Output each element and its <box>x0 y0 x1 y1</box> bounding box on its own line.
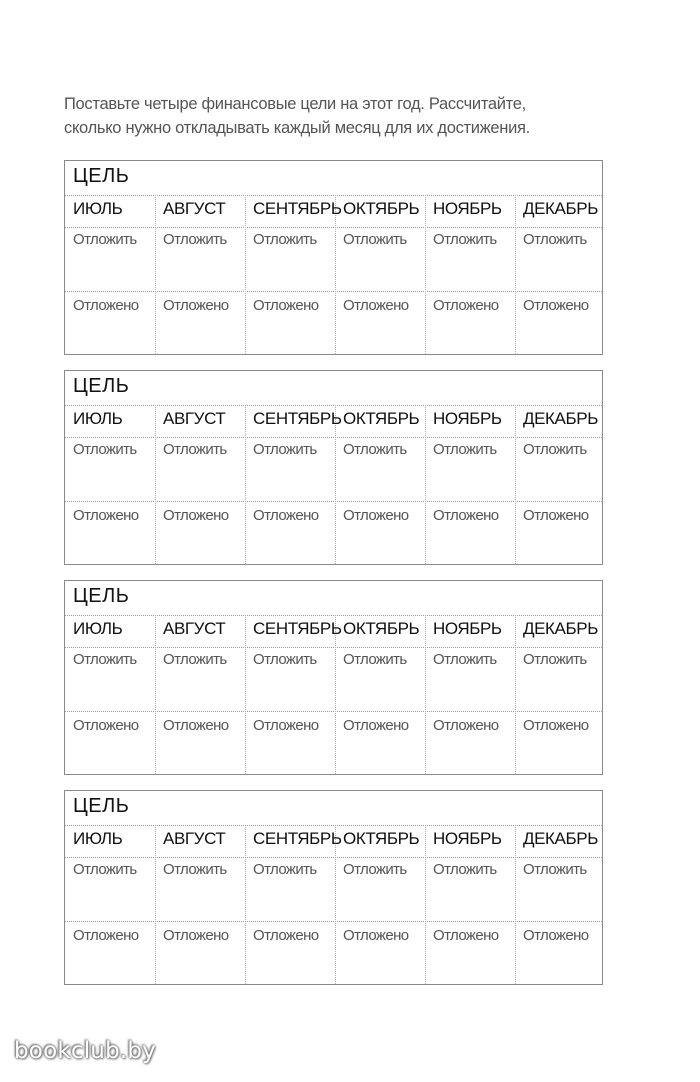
saved-amount-cell[interactable]: Отложено <box>163 927 229 944</box>
month-header: ОКТЯБРЬ <box>343 409 420 428</box>
row-divider <box>65 501 602 502</box>
save-target-cell[interactable]: Отложить <box>163 441 227 458</box>
save-target-cell[interactable]: Отложить <box>73 441 137 458</box>
row-divider <box>65 291 602 292</box>
goal-table <box>64 790 603 985</box>
column-divider <box>515 405 516 564</box>
saved-amount-cell[interactable]: Отложено <box>73 297 139 314</box>
month-header: ДЕКАБРЬ <box>523 199 598 218</box>
save-target-cell[interactable]: Отложить <box>343 861 407 878</box>
row-divider <box>65 647 602 648</box>
goal-table <box>64 370 603 565</box>
save-target-cell[interactable]: Отложить <box>523 651 587 668</box>
month-header: НОЯБРЬ <box>433 409 502 428</box>
save-target-cell[interactable]: Отложить <box>523 231 587 248</box>
row-divider <box>65 921 602 922</box>
goal-table <box>64 160 603 355</box>
saved-amount-cell[interactable]: Отложено <box>163 297 229 314</box>
watermark-logo: bookclub.by <box>14 1038 156 1064</box>
month-header: ДЕКАБРЬ <box>523 619 598 638</box>
column-divider <box>155 615 156 774</box>
saved-amount-cell[interactable]: Отложено <box>433 927 499 944</box>
row-divider <box>65 437 602 438</box>
save-target-cell[interactable]: Отложить <box>433 861 497 878</box>
save-target-cell[interactable]: Отложить <box>343 231 407 248</box>
month-header: АВГУСТ <box>163 199 226 218</box>
month-header: СЕНТЯБРЬ <box>253 829 342 848</box>
column-divider <box>245 405 246 564</box>
intro-line-1: Поставьте четыре финансовые цели на этот год. Рассчитайте, <box>64 95 526 113</box>
month-header: ОКТЯБРЬ <box>343 619 420 638</box>
saved-amount-cell[interactable]: Отложено <box>343 297 409 314</box>
saved-amount-cell[interactable]: Отложено <box>523 927 589 944</box>
save-target-cell[interactable]: Отложить <box>343 651 407 668</box>
saved-amount-cell[interactable]: Отложено <box>253 297 319 314</box>
month-header: НОЯБРЬ <box>433 829 502 848</box>
intro-text <box>64 92 624 140</box>
column-divider <box>245 615 246 774</box>
save-target-cell[interactable]: Отложить <box>523 441 587 458</box>
save-target-cell[interactable]: Отложить <box>163 231 227 248</box>
month-header: ДЕКАБРЬ <box>523 829 598 848</box>
saved-amount-cell[interactable]: Отложено <box>73 717 139 734</box>
intro-line-2: сколько нужно откладывать каждый месяц для их достижения. <box>64 119 530 137</box>
saved-amount-cell[interactable]: Отложено <box>253 927 319 944</box>
month-header: НОЯБРЬ <box>433 619 502 638</box>
saved-amount-cell[interactable]: Отложено <box>523 297 589 314</box>
saved-amount-cell[interactable]: Отложено <box>163 507 229 524</box>
save-target-cell[interactable]: Отложить <box>163 861 227 878</box>
goal-title: ЦЕЛЬ <box>73 375 130 397</box>
column-divider <box>515 825 516 984</box>
saved-amount-cell[interactable]: Отложено <box>523 717 589 734</box>
column-divider <box>155 825 156 984</box>
save-target-cell[interactable]: Отложить <box>433 651 497 668</box>
save-target-cell[interactable]: Отложить <box>523 861 587 878</box>
month-header: ОКТЯБРЬ <box>343 199 420 218</box>
row-divider <box>65 711 602 712</box>
save-target-cell[interactable]: Отложить <box>253 861 317 878</box>
month-header: АВГУСТ <box>163 829 226 848</box>
column-divider <box>155 195 156 354</box>
month-header: СЕНТЯБРЬ <box>253 199 342 218</box>
row-divider <box>65 227 602 228</box>
column-divider <box>155 405 156 564</box>
save-target-cell[interactable]: Отложить <box>163 651 227 668</box>
row-divider <box>65 405 602 406</box>
column-divider <box>245 825 246 984</box>
row-divider <box>65 195 602 196</box>
month-header: АВГУСТ <box>163 619 226 638</box>
saved-amount-cell[interactable]: Отложено <box>73 507 139 524</box>
save-target-cell[interactable]: Отложить <box>343 441 407 458</box>
saved-amount-cell[interactable]: Отложено <box>343 507 409 524</box>
saved-amount-cell[interactable]: Отложено <box>433 297 499 314</box>
column-divider <box>425 195 426 354</box>
column-divider <box>425 825 426 984</box>
saved-amount-cell[interactable]: Отложено <box>343 927 409 944</box>
goal-title: ЦЕЛЬ <box>73 795 130 817</box>
saved-amount-cell[interactable]: Отложено <box>433 507 499 524</box>
month-header: ИЮЛЬ <box>73 199 123 218</box>
saved-amount-cell[interactable]: Отложено <box>523 507 589 524</box>
month-header: ДЕКАБРЬ <box>523 409 598 428</box>
column-divider <box>515 615 516 774</box>
save-target-cell[interactable]: Отложить <box>73 651 137 668</box>
save-target-cell[interactable]: Отложить <box>433 441 497 458</box>
goal-title: ЦЕЛЬ <box>73 585 130 607</box>
column-divider <box>425 615 426 774</box>
save-target-cell[interactable]: Отложить <box>253 651 317 668</box>
saved-amount-cell[interactable]: Отложено <box>343 717 409 734</box>
month-header: ИЮЛЬ <box>73 829 123 848</box>
save-target-cell[interactable]: Отложить <box>253 441 317 458</box>
row-divider <box>65 857 602 858</box>
month-header: ОКТЯБРЬ <box>343 829 420 848</box>
column-divider <box>515 195 516 354</box>
saved-amount-cell[interactable]: Отложено <box>433 717 499 734</box>
goal-table <box>64 580 603 775</box>
saved-amount-cell[interactable]: Отложено <box>163 717 229 734</box>
saved-amount-cell[interactable]: Отложено <box>253 717 319 734</box>
row-divider <box>65 825 602 826</box>
column-divider <box>425 405 426 564</box>
saved-amount-cell[interactable]: Отложено <box>253 507 319 524</box>
row-divider <box>65 615 602 616</box>
month-header: ИЮЛЬ <box>73 409 123 428</box>
month-header: АВГУСТ <box>163 409 226 428</box>
save-target-cell[interactable]: Отложить <box>433 231 497 248</box>
goal-title: ЦЕЛЬ <box>73 165 130 187</box>
save-target-cell[interactable]: Отложить <box>253 231 317 248</box>
month-header: ИЮЛЬ <box>73 619 123 638</box>
column-divider <box>245 195 246 354</box>
month-header: НОЯБРЬ <box>433 199 502 218</box>
month-header: СЕНТЯБРЬ <box>253 619 342 638</box>
save-target-cell[interactable]: Отложить <box>73 231 137 248</box>
saved-amount-cell[interactable]: Отложено <box>73 927 139 944</box>
month-header: СЕНТЯБРЬ <box>253 409 342 428</box>
save-target-cell[interactable]: Отложить <box>73 861 137 878</box>
